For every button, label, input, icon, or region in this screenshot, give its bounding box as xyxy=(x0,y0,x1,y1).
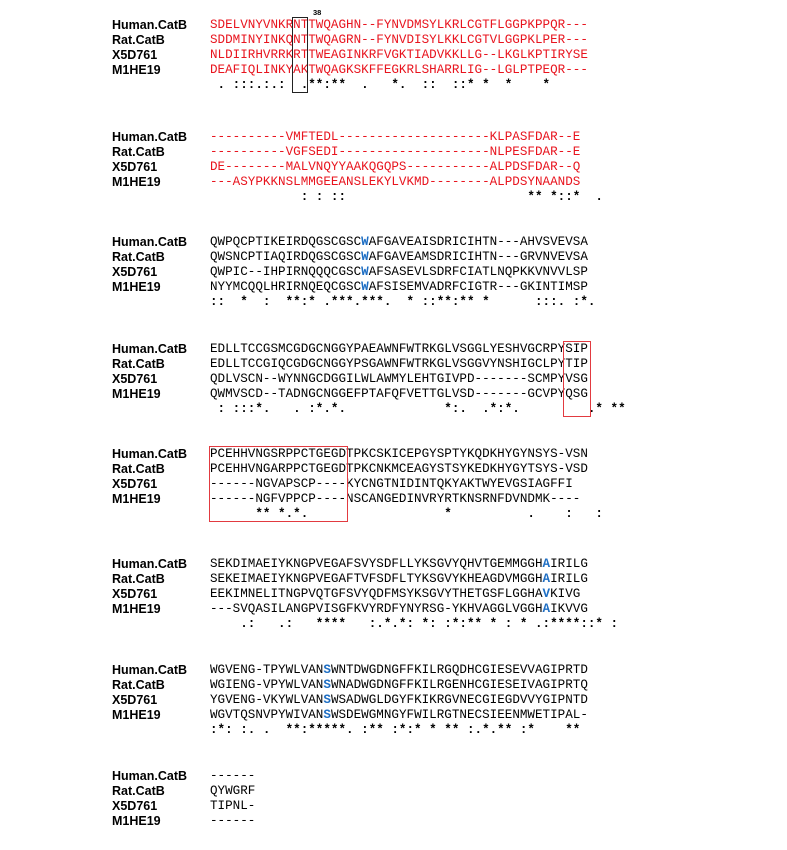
sequence-names xyxy=(112,342,187,402)
sequence-names xyxy=(112,663,187,723)
sequence-row: QDLVSCN--WYNNGCDGGILWLAWMYLEHTGIVPD-------SCMPYVSG xyxy=(210,372,588,386)
catalytic-residue: A xyxy=(542,572,551,586)
sequence-name: X5D761 xyxy=(112,265,158,279)
sequence-row: ------ xyxy=(210,814,256,828)
sequence-name: M1HE19 xyxy=(112,492,161,506)
catalytic-residue: A xyxy=(542,557,551,571)
alignment-block xyxy=(0,663,787,743)
propeptide-box-right xyxy=(563,341,591,417)
sequence-name: Rat.CatB xyxy=(112,145,165,159)
sequence-name: M1HE19 xyxy=(112,814,161,828)
catalytic-residue: S xyxy=(323,708,331,722)
alignment-block xyxy=(0,342,787,422)
sequence-name: Rat.CatB xyxy=(112,250,165,264)
sequence-row: PCEHHVNGARPPCTGEGDTPKCNKMCEAGYSTSYKEDKHYGYTSYS-VSD xyxy=(210,462,588,476)
position-38-box xyxy=(292,17,308,93)
sequence-row: SDDMINYINKQNTTWQAGRN--FYNVDISYLKKLCGTVLGGPKLPER--- xyxy=(210,33,588,47)
sequence-row: SEKDIMAEIYKNGPVEGAFSVYSDFLLYKSGVYQHVTGEMMGGHAIRILG xyxy=(210,557,588,571)
sequence-name: M1HE19 xyxy=(112,280,161,294)
alignment-block xyxy=(0,130,787,210)
position-38-label: 38 xyxy=(313,8,322,17)
sequence-name: Human.CatB xyxy=(112,557,188,571)
sequence-row: WGVTQSNVPYWIVANSWSDEWGMNGYFWILRGTNECSIEENMWETIPAL- xyxy=(210,708,588,722)
catalytic-residue: V xyxy=(542,587,551,601)
sequence-row: YGVENG-VKYWLVANSWSADWGLDGYFKIKRGVNECGIEGDVVYGIPNTD xyxy=(210,693,588,707)
sequence-name: X5D761 xyxy=(112,372,158,386)
conservation-line: : :::*. . :*.*. *:. .*:*. .* ** xyxy=(210,402,626,416)
sequence-name: X5D761 xyxy=(112,799,158,813)
conservation-line: . :::.:.: .**:** . *. :: ::* * * * xyxy=(210,78,573,92)
sequence-name: Human.CatB xyxy=(112,663,188,677)
sequence-row: QWMVSCD--TADNGCNGGEFPTAFQFVETTGLVSD-------GCVPYQSG xyxy=(210,387,588,401)
sequence-names xyxy=(112,769,187,829)
sequence-row: WGIENG-VPYWLVANSWNADWGDNGFFKILRGENHCGIESEIVAGIPRTQ xyxy=(210,678,588,692)
sequence-row: ---ASYPKKNSLMMGEEANSLEKYLVKMD--------ALPDSYNAANDS xyxy=(210,175,581,189)
sequence-name: Rat.CatB xyxy=(112,33,165,47)
sequence-name: Human.CatB xyxy=(112,18,188,32)
sequence-row: QWPQCPTIKEIRDQGSCGSCWAFGAVEAISDRICIHTN---AHVSVEVSA xyxy=(210,235,588,249)
sequence-name: X5D761 xyxy=(112,48,158,62)
sequence-row: SEKEIMAEIYKNGPVEGAFTVFSDFLTYKSGVYKHEAGDVMGGHAIRILG xyxy=(210,572,588,586)
sequence-row: EDLLTCCGSMCGDGCNGGYPAEAWNFWTRKGLVSGGLYESHVGCRPYSIP xyxy=(210,342,588,356)
sequence-row: QWSNCPTIAQIRDQGSCGSCWAFGAVEAMSDRICIHTN---GRVNVEVSA xyxy=(210,250,588,264)
conservation-line: ** *.*. * . : : xyxy=(210,507,603,521)
conservation-line: :: * : **:* .***.***. * ::**:** * :::. :*. xyxy=(210,295,596,309)
alignment-block xyxy=(0,18,787,98)
sequence-name: Human.CatB xyxy=(112,342,188,356)
sequence-name: Rat.CatB xyxy=(112,572,165,586)
catalytic-residue: W xyxy=(361,235,369,249)
sequence-row: QYWGRF xyxy=(210,784,256,798)
sequence-names xyxy=(112,18,187,78)
sequence-names xyxy=(112,130,187,190)
sequence-row: SDELVNYVNKRNTTWQAGHN--FYNVDMSYLKRLCGTFLGGPKPPQR--- xyxy=(210,18,588,32)
sequence-name: M1HE19 xyxy=(112,708,161,722)
sequence-name: Human.CatB xyxy=(112,130,188,144)
sequence-name: X5D761 xyxy=(112,160,158,174)
sequence-row: WGVENG-TPYWLVANSWNTDWGDNGFFKILRGQDHCGIESEVVAGIPRTD xyxy=(210,663,588,677)
sequence-row: QWPIC--IHPIRNQQQCGSCWAFSASEVLSDRFCIATLNQPKKVNVVLSP xyxy=(210,265,588,279)
sequence-names xyxy=(112,447,187,507)
sequence-rows xyxy=(210,769,255,829)
conservation-line: .: .: **** :.*.*: *: :*:** * : * .:****::* : xyxy=(210,617,619,631)
alignment-block xyxy=(0,769,787,849)
alignment-block xyxy=(0,557,787,637)
conservation-line: :*: :. . **:*****. :** :*:* * ** :.*.** :* ** xyxy=(210,723,581,737)
sequence-name: Human.CatB xyxy=(112,769,188,783)
sequence-row: PCEHHVNGSRPPCTGEGDTPKCSKICEPGYSPTYKQDKHYGYNSYS-VSN xyxy=(210,447,588,461)
catalytic-residue: A xyxy=(542,602,551,616)
sequence-rows xyxy=(210,130,603,205)
sequence-name: M1HE19 xyxy=(112,602,161,616)
sequence-rows xyxy=(210,18,588,93)
sequence-name: M1HE19 xyxy=(112,175,161,189)
sequence-name: Human.CatB xyxy=(112,235,188,249)
sequence-row: ------NGFVPPCP----NSCANGEDINVRYRTKNSRNFDVNDMK---- xyxy=(210,492,581,506)
sequence-row: ------NGVAPSCP----KYCNGTNIDINTQKYAKTWYEVGSIAGFFI xyxy=(210,477,573,491)
sequence-row: TIPNL- xyxy=(210,799,256,813)
sequence-name: X5D761 xyxy=(112,587,158,601)
sequence-row: EEKIMNELITNGPVQTGFSVYQDFMSYKSGVYTHETGSFLGGHAVKIVG xyxy=(210,587,581,601)
sequence-names xyxy=(112,557,187,617)
sequence-row: ----------VMFTEDL--------------------KLPASFDAR--E xyxy=(210,130,581,144)
sequence-row: EDLLTCCGIQCGDGCNGGYPSGAWNFWTRKGLVSGGVYNSHIGCLPYTIP xyxy=(210,357,588,371)
alignment-block xyxy=(0,235,787,315)
sequence-row: NLDIIRHVRRKRTTWEAGINKRFVGKTIADVKKLLG--LKGLKPTIRYSE xyxy=(210,48,588,62)
sequence-name: Rat.CatB xyxy=(112,784,165,798)
catalytic-residue: W xyxy=(361,250,369,264)
sequence-row: ------ xyxy=(210,769,256,783)
sequence-rows xyxy=(210,663,588,738)
sequence-name: X5D761 xyxy=(112,693,158,707)
catalytic-residue: W xyxy=(361,265,369,279)
sequence-row: ----------VGFSEDI--------------------NLPESFDAR--E xyxy=(210,145,581,159)
catalytic-residue: S xyxy=(323,678,331,692)
sequence-names xyxy=(112,235,187,295)
sequence-name: Rat.CatB xyxy=(112,678,165,692)
sequence-name: Human.CatB xyxy=(112,447,188,461)
catalytic-residue: W xyxy=(361,280,369,294)
sequence-row: ---SVQASILANGPVISGFKVYRDFYNYRSG-YKHVAGGLVGGHAIKVVG xyxy=(210,602,588,616)
sequence-rows xyxy=(210,235,595,310)
sequence-name: Rat.CatB xyxy=(112,357,165,371)
sequence-name: X5D761 xyxy=(112,477,158,491)
sequence-name: M1HE19 xyxy=(112,387,161,401)
catalytic-residue: S xyxy=(323,663,331,677)
alignment-block xyxy=(0,447,787,527)
conservation-line: : : :: ** *::* . xyxy=(210,190,603,204)
catalytic-residue: S xyxy=(323,693,331,707)
sequence-row: DE--------MALVNQYYAAKQGQPS-----------ALPDSFDAR--Q xyxy=(210,160,581,174)
propeptide-box-left xyxy=(209,446,348,522)
sequence-name: Rat.CatB xyxy=(112,462,165,476)
sequence-name: M1HE19 xyxy=(112,63,161,77)
sequence-rows xyxy=(210,557,618,632)
sequence-row: NYYMCQQLHRIRNQEQCGSCWAFSISEMVADRFCIGTR---GKINTIMSP xyxy=(210,280,588,294)
sequence-row: DEAFIQLINKYAKTWQAGKSKFFEGKRLSHARRLIG--LGLPTPEQR--- xyxy=(210,63,588,77)
